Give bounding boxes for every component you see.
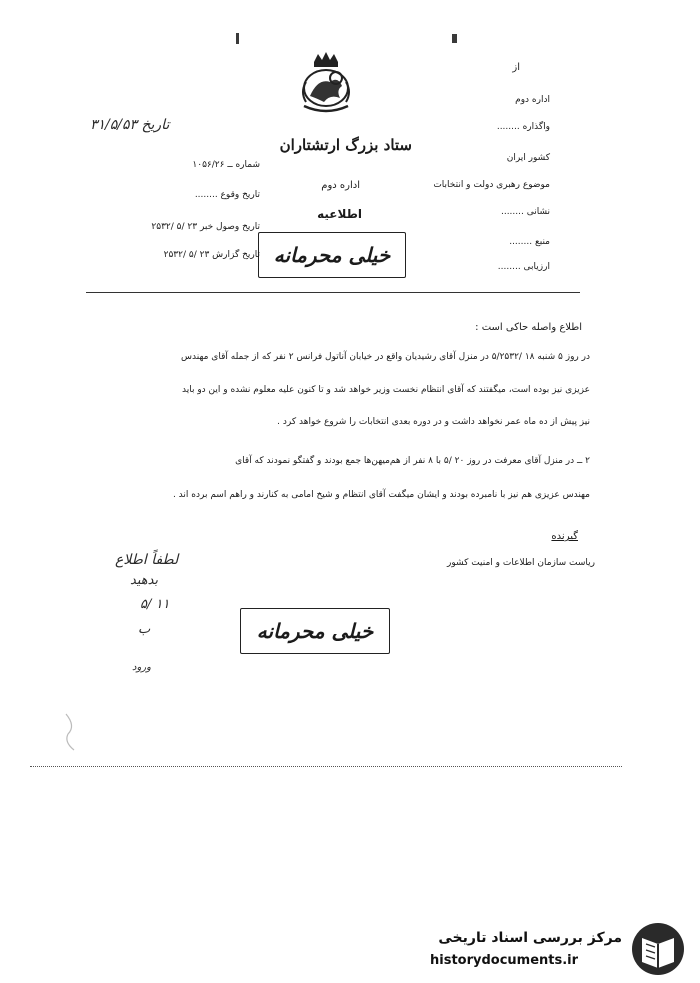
watermark-title: مرکز بررسی اسناد تاریخی	[438, 930, 622, 946]
doc-type: اطلاعیه	[317, 207, 362, 221]
stray-mark	[452, 34, 457, 43]
handwritten-note: ورود	[132, 662, 151, 673]
receive-date-field: تاریخ وصول خبر ۲۳ /۵ /۲۵۳۲	[151, 222, 260, 232]
classification-stamp-top	[258, 232, 406, 278]
body-line: مهندس عزیزی هم نیز با نامبرده بودند و ایشان میگفت آقای انتظام و شیخ امامی به کنارند و راهم اسم برده اند .	[172, 490, 590, 500]
body-intro: اطلاع واصله حاکی است :	[475, 322, 582, 333]
org-title: ستاد بزرگ ارتشتاران	[279, 136, 412, 154]
submit-date-field: تاریخ گزارش ۲۳ /۵ /۲۵۳۲	[163, 250, 260, 260]
top-right-letter: از	[512, 62, 520, 73]
recipient: ریاست سازمان اطلاعات و امنیت کشور	[447, 558, 595, 568]
report-date-field: تاریخ وقوع ........	[194, 190, 260, 200]
classification-stamp-text: خیلی محرمانه	[273, 243, 391, 267]
handwritten-date: تاریخ ۳۱/۵/۵۳	[90, 117, 170, 133]
handwritten-note: لطفاً اطلاع	[115, 552, 179, 568]
number-field: شماره ــ ۱۰۵۶/۲۶	[192, 160, 260, 170]
handwritten-note: ب	[138, 622, 151, 637]
header-divider	[86, 292, 580, 293]
right-field: اداره دوم	[515, 95, 550, 105]
stray-mark	[236, 33, 239, 44]
classification-stamp-bottom	[240, 608, 390, 654]
right-field: کشور ایران	[506, 153, 550, 163]
right-field: موضوع رهبری دولت و انتخابات	[433, 180, 550, 190]
recipient-label: گیرنده	[551, 531, 578, 542]
handwritten-note: بدهید	[130, 573, 159, 588]
body-line: در روز ۵ شنبه ۱۸ /۵/۲۵۳۲ در منزل آقای رشیدیان واقع در خیابان آناتول فرانس ۲ نفر که از جمله آقای مهندس	[181, 352, 590, 362]
bottom-dotted-line	[30, 766, 622, 767]
right-field: منبع ........	[509, 237, 550, 247]
body-line: عزیزی نیز بوده است، میگفتند که آقای انتظام نخست وزیر خواهد شد و تا کنون علیه معلوم نشده و این دو باید	[181, 385, 590, 395]
department: اداره دوم	[321, 180, 360, 191]
book-logo-icon	[628, 920, 688, 978]
classification-stamp-text: خیلی محرمانه	[256, 619, 374, 643]
body-line: ۲ ــ در منزل آقای معرفت در روز ۲۰ /۵ با ۸ نفر از هم‌میهن‌ها جمع بودند و گفتگو نمودند که آقای	[235, 456, 590, 466]
handwritten-note: ۱۱ /۵	[140, 597, 170, 612]
right-field: واگذاره ........	[496, 122, 550, 132]
faint-scribble	[62, 712, 82, 752]
crown-lion-emblem-icon	[296, 52, 356, 116]
right-field: ارزیابی ........	[497, 262, 550, 272]
watermark-url: historydocuments.ir	[430, 953, 579, 968]
right-field: نشانی ........	[500, 207, 550, 217]
body-line: نیز پیش از ده ماه عمر نخواهد داشت و در دوره بعدی انتخابات را شروع خواهد کرد .	[277, 417, 590, 427]
